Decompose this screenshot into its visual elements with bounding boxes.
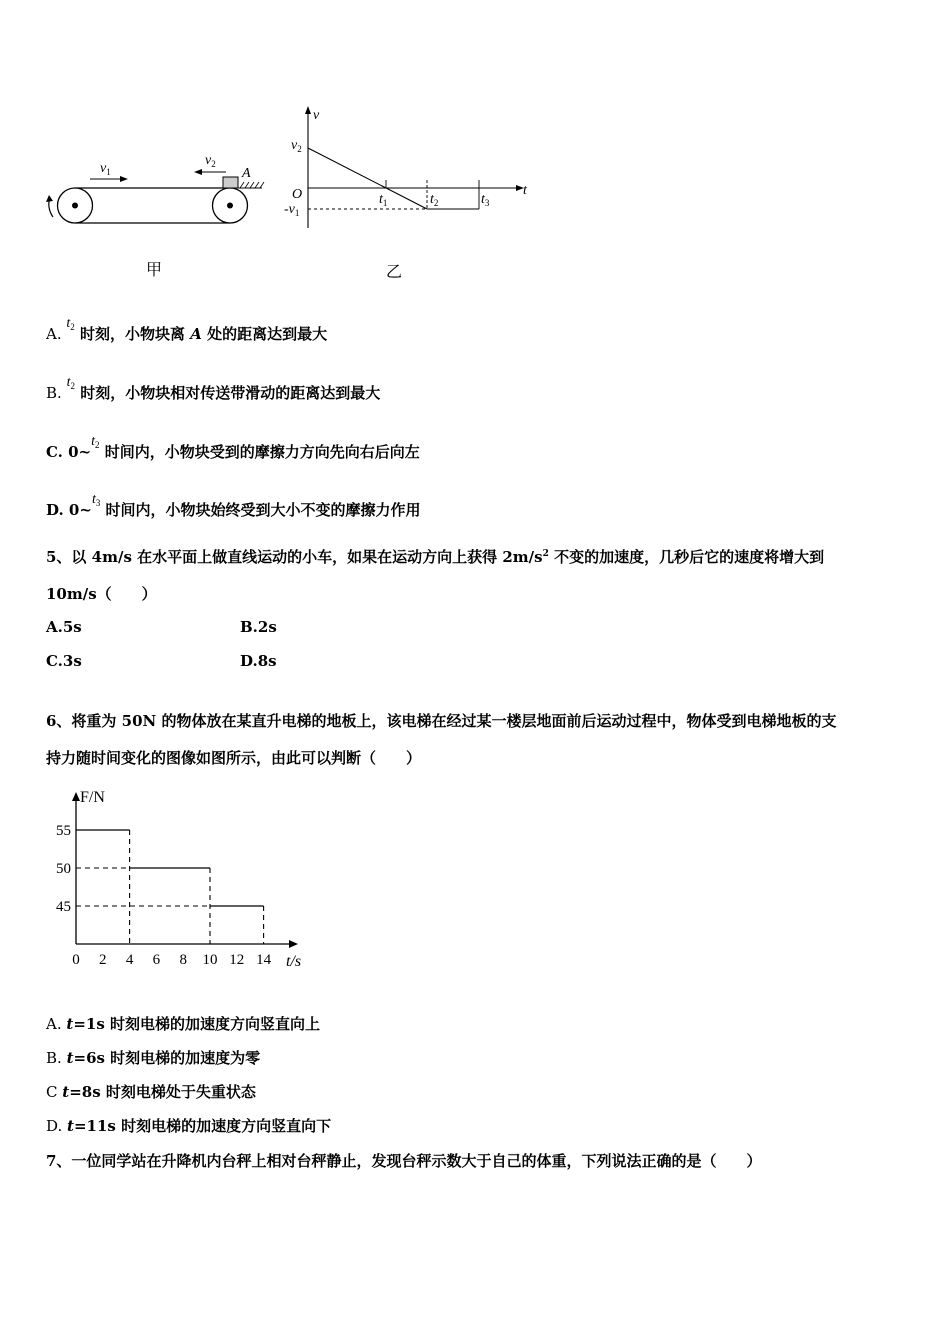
q7-stem: 7、一位同学站在升降机内台秤上相对台秤静止，发现台秤示数大于自己的体重，下列说法正确的是（ ） [46, 1152, 762, 1170]
v2-label: $v_2$ [205, 153, 216, 169]
x-tick-label: 14 [256, 952, 272, 968]
x-tick-label: 10 [202, 952, 218, 968]
q5-option-a: A.5s [46, 618, 82, 636]
x-axis-label: t/s [286, 953, 302, 970]
y-tick-label: 50 [56, 861, 71, 877]
q6-stem-line1: 6、将重为 50N 的物体放在某直升电梯的地板上，该电梯在经过某一楼层地面前后运动过程中，物体受到电梯地板的支 [46, 712, 837, 730]
q4-option-a: A. $t_2$ 时刻，小物块离 A 处的距离达到最大 [46, 316, 328, 343]
q6-option-b: B. t=6s 时刻电梯的加速度为零 [46, 1049, 261, 1067]
block-a [223, 177, 238, 188]
q4-option-b: B. $t_2$ 时刻，小物块相对传送带滑动的距离达到最大 [46, 375, 381, 402]
neg-v1-tick-label: $-v_1$ [284, 202, 300, 218]
axis-t-label: t [523, 183, 527, 198]
x-axis-arrow [289, 940, 298, 948]
q4-option-c: C. $0\sim t_2$ 时间内，小物块受到的摩擦力方向先向右后向左 [46, 434, 420, 461]
conveyor-belt-diagram [40, 145, 280, 235]
q6-option-a: A. t=1s 时刻电梯的加速度方向竖直向上 [46, 1015, 320, 1033]
v1-label: $v_1$ [100, 161, 111, 177]
q5-stem-line2: 10m/s（ ） [46, 585, 157, 603]
x-tick-label: 12 [229, 952, 245, 968]
q6-stem-line2: 持力随时间变化的图像如图所示，由此可以判断（ ） [46, 749, 422, 767]
y-axis-arrow [72, 792, 80, 801]
t3-label: $t_3$ [481, 192, 490, 208]
x-tick-label: 6 [152, 952, 161, 968]
x-tick-label: 0 [72, 952, 80, 968]
t1-label: $t_1$ [379, 192, 388, 208]
velocity-time-graph [280, 100, 540, 235]
v2-tick-label: $v_2$ [291, 138, 302, 154]
t2-label: $t_2$ [430, 192, 439, 208]
q5-option-d: D.8s [240, 652, 277, 670]
x-tick-label: 4 [125, 952, 134, 968]
force-time-chart [40, 785, 330, 975]
y-tick-label: 55 [56, 823, 71, 839]
x-tick-label: 2 [99, 952, 107, 968]
q5-option-b: B.2s [240, 618, 277, 636]
figure-yi-caption: 乙 [386, 262, 403, 281]
y-axis-label: F/N [80, 789, 105, 806]
axis-v-label: v [313, 108, 320, 123]
q5-stem-line1: 5、以 4m/s 在水平面上做直线运动的小车，如果在运动方向上获得 $2m/s^2$ 不变的加速度，几秒后它的速度将增大到 [46, 548, 825, 566]
velocity-line [308, 148, 427, 209]
q6-option-c: C t=8s 时刻电梯处于失重状态 [46, 1083, 256, 1101]
origin-label: O [292, 187, 303, 202]
figure-jia-caption: 甲 [146, 260, 163, 279]
block-a-label: A [242, 166, 251, 181]
q4-option-d: D. $0\sim t_3$ 时间内，小物块始终受到大小不变的摩擦力作用 [46, 492, 421, 519]
q5-option-c: C.3s [46, 652, 82, 670]
x-tick-label: 8 [179, 952, 187, 968]
q6-option-d: D. t=11s 时刻电梯的加速度方向竖直向下 [46, 1117, 332, 1135]
y-tick-label: 45 [56, 899, 71, 915]
